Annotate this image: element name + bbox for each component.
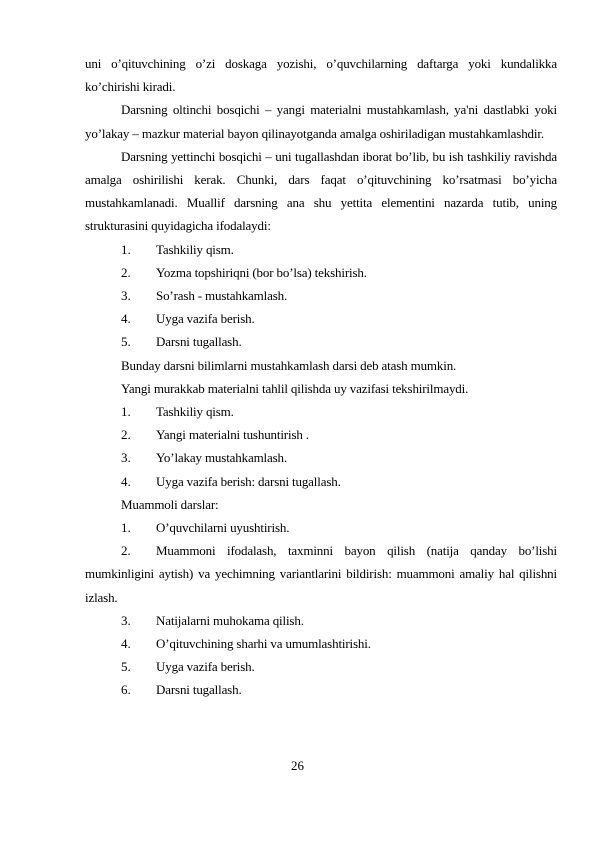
list-text: O’qituvchining sharhi va umumlashtirishi. [156,636,371,652]
list-item [85,516,557,539]
list-item [85,655,557,678]
list-number: 3. [121,612,131,628]
list-item [85,307,557,330]
section-heading-problem-lessons: Muammoli darslar: [121,496,219,512]
list-number: 2. [121,543,131,559]
list-item [85,423,557,446]
list-text: Muammoni ifodalash, taxminni bayon qilish (natija qanday bo’lishi mumkinligini aytish) va yechimning variantlarini bildirish: muammoni amaliy hal qilishni izlash. [85,543,557,605]
list-text: Darsni tugallash. [156,682,242,698]
list-item [85,609,557,632]
list-text: Natijalarni muhokama qilish. [156,612,304,628]
list-number: 2. [121,427,131,443]
list-item [85,632,557,655]
list-text: Uyga vazifa berish. [156,659,255,675]
paragraph-sixth-stage: Darsning oltinchi bosqichi – yangi materialni mustahkamlash, ya'ni dastlabki yoki yo’lakay – mazkur material bayon qilinayotganda amalga oshiriladigan mustahkamlashdir. [85,102,557,141]
list-text: Tashkiliy qism. [156,404,234,420]
list-number: 1. [121,241,131,257]
list-number: 4. [121,636,131,652]
list-text: Yozma topshiriqni (bor bo’lsa) tekshirish. [156,264,367,280]
list-item [85,446,557,469]
list-number: 2. [121,264,131,280]
list-item [85,678,557,701]
list-text: Yangi materialni tushuntirish . [156,427,309,443]
list-item [85,400,557,423]
list-text: Tashkiliy qism. [156,241,234,257]
list-item [85,261,557,284]
list-text: Uyga vazifa berish: darsni tugallash. [156,473,341,489]
text-line-new-material: Yangi murakkab materialni tahlil qilishda uy vazifasi tekshirilmaydi. [121,380,469,396]
page-number: 26 [291,758,304,773]
paragraph-seventh-stage: Darsning yettinchi bosqichi – uni tugallashdan iborat bo’lib, bu ish tashkiliy ravishda amalga oshirilishi kerak. Chunki, dars faqat o’qituvchining ko’rsatmasi bo’yicha mustahkamlanadi. Muallif darsning ana shu yettita elementini nazarda tutib, uning strukturasini quyidagicha ifodalaydi: [85,148,557,234]
structure-list [85,238,557,354]
page-content [85,52,557,702]
paragraph-continuation: uni o’qituvchining o’zi doskaga yozishi, o’quvchilarning daftarga yoki kundalikka ko’chirishi kiradi. [85,56,557,95]
list-text: Yo’lakay mustahkamlash. [156,450,287,466]
list-item [85,470,557,493]
list-item [85,330,557,353]
list-number: 4. [121,473,131,489]
list-number: 4. [121,311,131,327]
list-item [85,539,557,609]
list-number: 5. [121,659,131,675]
list-text: Darsni tugallash. [156,334,242,350]
list-text: O’quvchilarni uyushtirish. [156,520,290,536]
list-number: 3. [121,450,131,466]
list-number: 1. [121,520,131,536]
text-line-consolidation: Bunday darsni bilimlarni mustahkamlash darsi deb atash mumkin. [121,357,457,373]
list-item [85,284,557,307]
list-text: So’rash - mustahkamlash. [156,288,288,304]
list-number: 3. [121,288,131,304]
list-number: 6. [121,682,131,698]
list-item [85,238,557,261]
list-number: 1. [121,404,131,420]
list-text: Uyga vazifa berish. [156,311,255,327]
problem-lessons-list [85,516,557,702]
new-material-list [85,400,557,493]
list-number: 5. [121,334,131,350]
